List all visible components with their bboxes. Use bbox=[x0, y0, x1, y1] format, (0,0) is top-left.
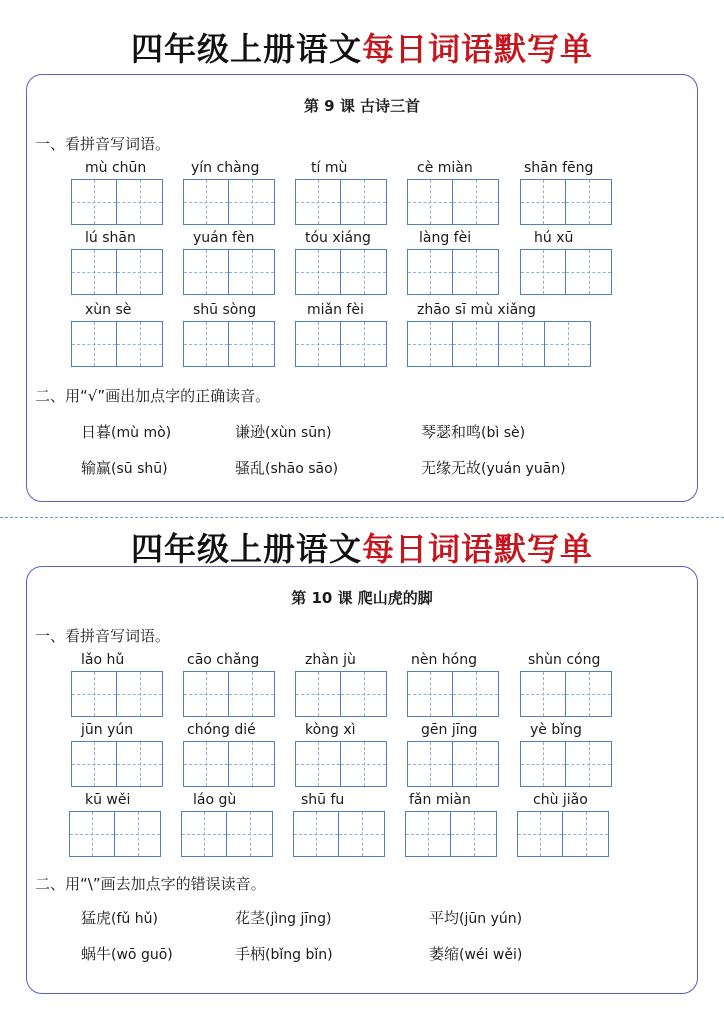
word-pinyin: shān fēng bbox=[524, 160, 594, 176]
choice-options[interactable]: (sū shū) bbox=[111, 461, 168, 477]
choice-options[interactable]: (shāo sāo) bbox=[265, 461, 339, 477]
choice-word: 谦逊 bbox=[235, 423, 266, 441]
writing-box[interactable] bbox=[183, 321, 229, 367]
word-pinyin: tóu xiáng bbox=[305, 230, 371, 246]
reading-choice bbox=[421, 457, 566, 478]
reading-choice bbox=[421, 421, 525, 442]
writing-box[interactable] bbox=[566, 671, 612, 717]
writing-box[interactable] bbox=[295, 321, 341, 367]
choice-word: 无缘无故 bbox=[421, 459, 482, 477]
writing-box[interactable] bbox=[71, 179, 117, 225]
choice-word: 平均 bbox=[429, 909, 460, 927]
word-pinyin: zhāo sī mù xiǎng bbox=[417, 302, 536, 318]
title-subject: 每日词语默写单 bbox=[362, 30, 594, 68]
writing-box[interactable] bbox=[117, 671, 163, 717]
cut-line-divider bbox=[0, 517, 724, 518]
word-pinyin: cāo chǎng bbox=[187, 652, 260, 668]
choice-word: 花茎 bbox=[235, 909, 266, 927]
writing-box[interactable] bbox=[341, 249, 387, 295]
word-pinyin: mù chūn bbox=[85, 160, 147, 176]
writing-box[interactable] bbox=[117, 321, 163, 367]
word-pinyin: làng fèi bbox=[419, 230, 472, 246]
reading-choice bbox=[81, 907, 158, 928]
writing-box[interactable] bbox=[183, 741, 229, 787]
choice-word: 琴瑟和鸣 bbox=[421, 423, 482, 441]
writing-box[interactable] bbox=[563, 811, 609, 857]
writing-box[interactable] bbox=[295, 741, 341, 787]
reading-choice bbox=[81, 943, 173, 964]
choice-word: 手柄 bbox=[235, 945, 266, 963]
reading-choice bbox=[235, 457, 338, 478]
writing-box[interactable] bbox=[181, 811, 227, 857]
reading-choice bbox=[81, 421, 171, 442]
word-pinyin: tí mù bbox=[311, 160, 348, 176]
section-choice-title: 二、用“√”画出加点字的正确读音。 bbox=[35, 387, 271, 405]
writing-box[interactable] bbox=[229, 321, 275, 367]
writing-box[interactable] bbox=[341, 671, 387, 717]
writing-box[interactable] bbox=[229, 671, 275, 717]
writing-box[interactable] bbox=[451, 811, 497, 857]
writing-box[interactable] bbox=[520, 741, 566, 787]
title-subject: 每日词语默写单 bbox=[362, 530, 594, 568]
choice-options[interactable]: (wéi wěi) bbox=[459, 947, 523, 963]
choice-word: 萎缩 bbox=[429, 945, 460, 963]
writing-box[interactable] bbox=[295, 249, 341, 295]
reading-choice bbox=[235, 943, 333, 964]
writing-box[interactable] bbox=[407, 249, 453, 295]
writing-box[interactable] bbox=[183, 671, 229, 717]
writing-box[interactable] bbox=[117, 249, 163, 295]
writing-box[interactable] bbox=[453, 249, 499, 295]
worksheet-card bbox=[26, 566, 698, 994]
word-pinyin: fǎn miàn bbox=[409, 792, 471, 808]
word-pinyin: zhàn jù bbox=[305, 652, 356, 668]
writing-box[interactable] bbox=[341, 321, 387, 367]
reading-choice bbox=[235, 907, 331, 928]
writing-box[interactable] bbox=[229, 249, 275, 295]
lesson-title: 第 9 课 古诗三首 bbox=[303, 97, 421, 115]
writing-box[interactable] bbox=[545, 321, 591, 367]
writing-box[interactable] bbox=[71, 321, 117, 367]
writing-box[interactable] bbox=[453, 671, 499, 717]
choice-word: 猛虎 bbox=[81, 909, 112, 927]
word-pinyin: cè miàn bbox=[417, 160, 473, 176]
word-pinyin: nèn hóng bbox=[411, 652, 478, 668]
writing-box[interactable] bbox=[566, 741, 612, 787]
writing-box[interactable] bbox=[407, 741, 453, 787]
choice-word: 骚乱 bbox=[235, 459, 266, 477]
word-pinyin: shū fu bbox=[301, 792, 345, 808]
writing-box[interactable] bbox=[117, 179, 163, 225]
writing-box[interactable] bbox=[69, 811, 115, 857]
worksheet-title bbox=[0, 524, 724, 570]
word-pinyin: shū sòng bbox=[193, 302, 257, 318]
writing-box[interactable] bbox=[341, 741, 387, 787]
writing-box[interactable] bbox=[183, 249, 229, 295]
word-pinyin: kū wěi bbox=[85, 792, 131, 808]
writing-box[interactable] bbox=[71, 741, 117, 787]
writing-box[interactable] bbox=[229, 741, 275, 787]
word-pinyin: chóng dié bbox=[187, 722, 256, 738]
word-pinyin: miǎn fèi bbox=[307, 302, 364, 318]
title-grade: 四年级上册语文 bbox=[130, 530, 362, 568]
writing-box[interactable] bbox=[407, 179, 453, 225]
reading-choice bbox=[429, 943, 522, 964]
word-pinyin: jūn yún bbox=[81, 722, 134, 738]
choice-options[interactable]: (bì sè) bbox=[481, 425, 526, 441]
title-grade: 四年级上册语文 bbox=[130, 30, 362, 68]
word-pinyin: kòng xì bbox=[305, 722, 356, 738]
worksheet-card bbox=[26, 74, 698, 502]
writing-box[interactable] bbox=[407, 321, 453, 367]
writing-box[interactable] bbox=[499, 321, 545, 367]
word-pinyin: xùn sè bbox=[85, 302, 132, 318]
writing-box[interactable] bbox=[227, 811, 273, 857]
writing-box[interactable] bbox=[453, 741, 499, 787]
word-pinyin: chù jiǎo bbox=[533, 792, 588, 808]
writing-box[interactable] bbox=[295, 179, 341, 225]
writing-box[interactable] bbox=[520, 249, 566, 295]
word-pinyin: lǎo hǔ bbox=[81, 652, 125, 668]
word-pinyin: hú xū bbox=[534, 230, 574, 246]
choice-options[interactable]: (fǔ hǔ) bbox=[111, 911, 158, 927]
lesson-title: 第 10 课 爬山虎的脚 bbox=[291, 589, 433, 607]
writing-box[interactable] bbox=[229, 179, 275, 225]
word-pinyin: lú shān bbox=[85, 230, 136, 246]
writing-box[interactable] bbox=[117, 741, 163, 787]
writing-box[interactable] bbox=[339, 811, 385, 857]
writing-box[interactable] bbox=[520, 179, 566, 225]
word-pinyin: yè bǐng bbox=[530, 722, 582, 738]
choice-options[interactable]: (xùn sūn) bbox=[265, 425, 332, 441]
reading-choice bbox=[429, 907, 522, 928]
writing-box[interactable] bbox=[183, 179, 229, 225]
section-pinyin-title: 一、看拼音写词语。 bbox=[35, 135, 171, 153]
worksheet-title bbox=[0, 24, 724, 70]
section-pinyin-title: 一、看拼音写词语。 bbox=[35, 627, 171, 645]
writing-box[interactable] bbox=[520, 671, 566, 717]
writing-box[interactable] bbox=[71, 249, 117, 295]
word-pinyin: shùn cóng bbox=[528, 652, 601, 668]
writing-box[interactable] bbox=[407, 671, 453, 717]
writing-box[interactable] bbox=[517, 811, 563, 857]
word-pinyin: gēn jīng bbox=[421, 722, 478, 738]
word-pinyin: yín chàng bbox=[191, 160, 260, 176]
choice-word: 日暮 bbox=[81, 423, 112, 441]
reading-choice bbox=[235, 421, 331, 442]
writing-box[interactable] bbox=[115, 811, 161, 857]
word-pinyin: yuán fèn bbox=[193, 230, 255, 246]
section-choice-title: 二、用“\”画去加点字的错误读音。 bbox=[35, 875, 266, 893]
choice-options[interactable]: (yuán yuān) bbox=[481, 461, 566, 477]
choice-word: 蜗牛 bbox=[81, 945, 112, 963]
writing-box[interactable] bbox=[71, 671, 117, 717]
writing-box[interactable] bbox=[405, 811, 451, 857]
writing-box[interactable] bbox=[295, 671, 341, 717]
writing-box[interactable] bbox=[566, 249, 612, 295]
writing-box[interactable] bbox=[453, 179, 499, 225]
reading-choice bbox=[81, 457, 168, 478]
word-pinyin: láo gù bbox=[193, 792, 237, 808]
choice-options[interactable]: (jūn yún) bbox=[459, 911, 523, 927]
choice-options[interactable]: (jìng jīng) bbox=[265, 911, 332, 927]
writing-box[interactable] bbox=[453, 321, 499, 367]
worksheet-lesson-10 bbox=[0, 520, 724, 1020]
writing-box[interactable] bbox=[341, 179, 387, 225]
choice-options[interactable]: (wō guō) bbox=[111, 947, 173, 963]
choice-options[interactable]: (mù mò) bbox=[111, 425, 172, 441]
choice-options[interactable]: (bǐng bǐn) bbox=[265, 947, 333, 963]
choice-word: 输赢 bbox=[81, 459, 112, 477]
writing-box[interactable] bbox=[566, 179, 612, 225]
writing-box[interactable] bbox=[293, 811, 339, 857]
